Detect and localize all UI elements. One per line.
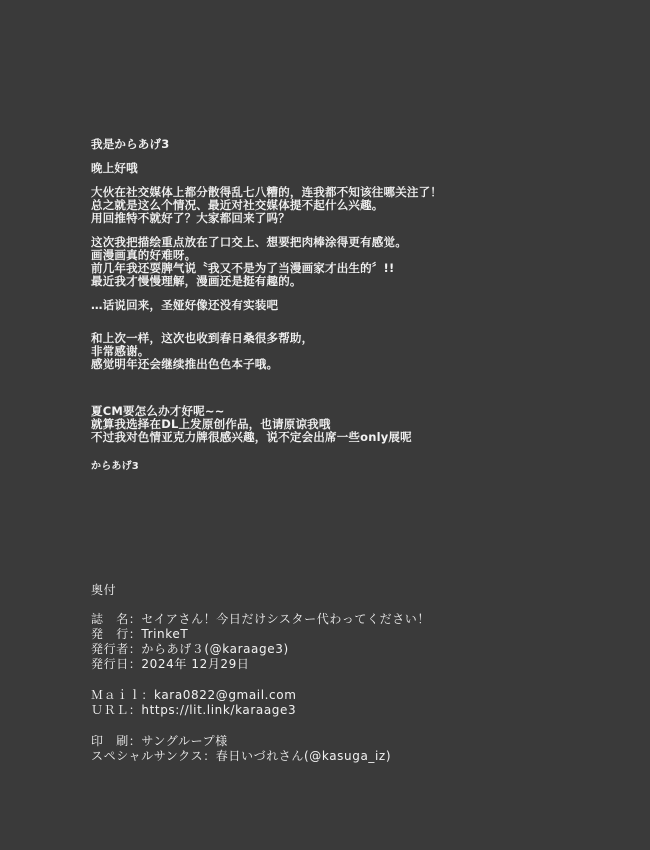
paragraph-line: 总之就是这么个情况、最近对社交媒体提不起什么兴趣。 <box>91 198 384 212</box>
paragraph-drawing-focus <box>91 236 621 288</box>
greeting-line: 晚上好哦 <box>91 161 138 175</box>
colophon-heading: 奥付 <box>91 583 117 597</box>
colophon-row: 印 刷：サングループ様 <box>91 734 228 748</box>
contact-info <box>91 688 631 718</box>
colophon-row: スペシャルサンクス：春日いづれさん(@kasuga_iz) <box>91 749 392 763</box>
paragraph-line: 就算我选择在DL上发原创作品，也请原谅我哦 <box>91 417 331 431</box>
paragraph-line: 夏CM要怎么办才好呢~~ <box>91 404 225 418</box>
publication-info <box>91 612 631 672</box>
colophon-row: 発 行：TrinkeT <box>91 627 189 641</box>
colophon-row: 発行日：2024年 12月29日 <box>91 657 250 671</box>
paragraph-line: 感觉明年还会继续推出色色本子哦。 <box>91 357 279 371</box>
paragraph-line: 非常感谢。 <box>91 344 150 358</box>
paragraph-summer-plans <box>91 405 621 444</box>
colophon-row: 発行者：からあげ３(@karaage3) <box>91 642 289 656</box>
paragraph-line: 最近我才慢慢理解，漫画还是挺有趣的。 <box>91 274 302 288</box>
author-greeting-name: 我是からあげ3 <box>91 137 170 151</box>
colophon-section <box>91 583 631 780</box>
paragraph-line: 画漫画真的好难呀。 <box>91 248 197 262</box>
colophon-row: Ｍａｉｌ：kara0822@gmail.com <box>91 688 297 702</box>
paragraph-line: 和上次一样，这次也收到春日桑很多帮助， <box>91 331 314 345</box>
printing-credits <box>91 734 631 764</box>
paragraph-aside <box>91 299 621 312</box>
paragraph-line: 用回推特不就好了？大家都回来了吗？ <box>91 211 290 225</box>
colophon-row: ＵＲＬ：https://lit.link/karaage3 <box>91 703 297 717</box>
paragraph-line: …话说回来，圣娅好像还没有实装吧 <box>91 298 279 312</box>
paragraph-line: 前几年我还耍脾气说〝我又不是为了当漫画家才出生的〞!! <box>91 261 395 275</box>
paragraph-line: 大伙在社交媒体上都分散得乱七八糟的，连我都不知该往哪关注了！ <box>91 185 442 199</box>
paragraph-line: 不过我对色情亚克力牌很感兴趣，说不定会出席一些only展呢 <box>91 430 412 444</box>
author-signature: からあげ3 <box>91 461 139 472</box>
paragraph-thanks <box>91 332 621 371</box>
afterword-section <box>91 138 621 473</box>
colophon-row: 誌 名：セイアさん！今日だけシスター代わってください！ <box>91 612 431 626</box>
paragraph-social-media <box>91 186 621 225</box>
paragraph-line: 这次我把描绘重点放在了口交上、想要把肉棒涂得更有感觉。 <box>91 235 407 249</box>
